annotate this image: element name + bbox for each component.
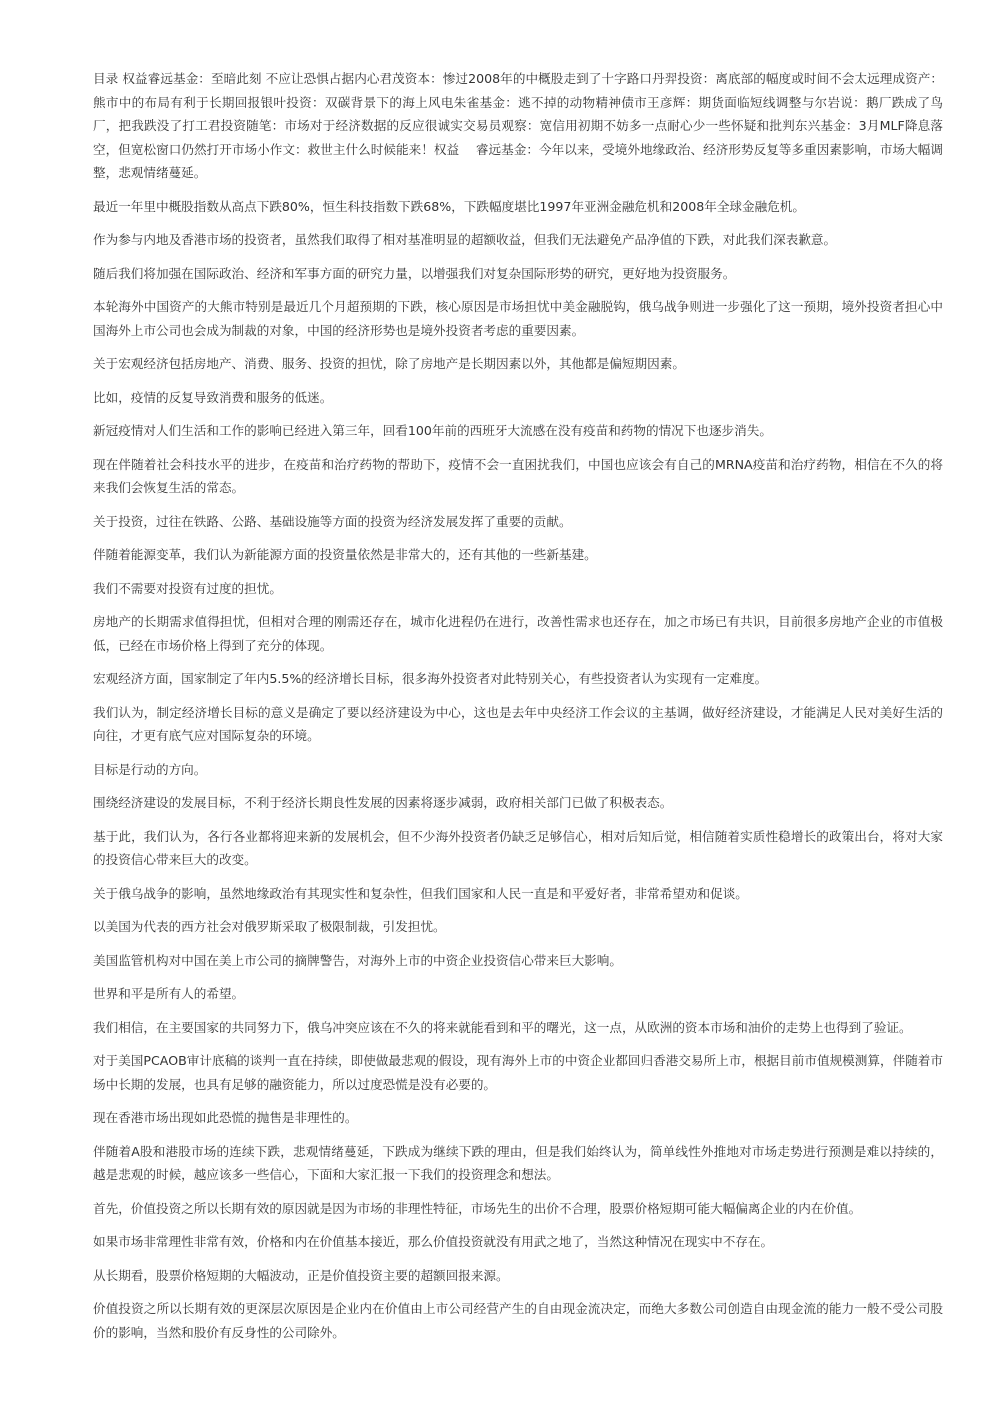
body-paragraph: 作为参与内地及香港市场的投资者，虽然我们取得了相对基准明显的超额收益，但我们无法避免产品净值的下跌，对此我们深表歉意。 bbox=[93, 232, 837, 247]
body-paragraph: 关于俄乌战争的影响，虽然地缘政治有其现实性和复杂性，但我们国家和人民一直是和平爱好者，非常希望劝和促谈。 bbox=[93, 885, 748, 901]
document-body bbox=[93, 67, 943, 1354]
body-paragraph: 从长期看，股票价格短期的大幅波动，正是价值投资主要的超额回报来源。 bbox=[93, 1267, 509, 1283]
body-paragraph: 随后我们将加强在国际政治、经济和军事方面的研究力量，以增强我们对复杂国际形势的研究，更好地为投资服务。 bbox=[93, 265, 736, 281]
body-paragraph: 美国监管机构对中国在美上市公司的摘牌警告，对海外上市的中资企业投资信心带来巨大影响。 bbox=[93, 952, 622, 968]
body-paragraph: 关于投资，过往在铁路、公路、基础设施等方面的投资为经济发展发挥了重要的贡献。 bbox=[93, 513, 572, 529]
body-paragraph: 伴随着能源变革，我们认为新能源方面的投资量依然是非常大的，还有其他的一些新基建。 bbox=[93, 547, 597, 562]
body-paragraph: 新冠疫情对人们生活和工作的影响已经进入第三年，回看100年前的西班牙大流感在没有疫苗和药物的情况下也逐步消失。 bbox=[93, 423, 772, 438]
body-paragraph: 目标是行动的方向。 bbox=[93, 761, 207, 777]
body-paragraph: 我们相信，在主要国家的共同努力下，俄乌冲突应该在不久的将来就能看到和平的曙光，这一点，从欧洲的资本市场和油价的走势上也得到了验证。 bbox=[93, 1019, 912, 1035]
body-paragraph: 首先，价值投资之所以长期有效的原因就是因为市场的非理性特征，市场先生的出价不合理，股票价格短期可能大幅偏离企业的内在价值。 bbox=[93, 1200, 862, 1216]
body-paragraph: 现在香港市场出现如此恐慌的抛售是非理性的。 bbox=[93, 1110, 358, 1125]
body-paragraph: 对于美国PCAOB审计底稿的谈判一直在持续，即使做最悲观的假设，现有海外上市的中资企业都回归香港交易所上市，根据目前市值规模测算，伴随着市场中长期的发展，也具有足够的融资能力，所以过度恐慌是没有必要的。 bbox=[93, 1053, 943, 1092]
body-paragraph: 最近一年里中概股指数从高点下跌80%，恒生科技指数下跌68%，下跌幅度堪比1997年亚洲金融危机和2008年全球金融危机。 bbox=[93, 198, 805, 214]
body-paragraph: 伴随着A股和港股市场的连续下跌，悲观情绪蔓延，下跌成为继续下跌的理由，但是我们始终认为，简单线性外推地对市场走势进行预测是难以持续的，越是悲观的时候，越应该多一些信心，下面和大家汇报一下我们的投资理念和想法。 bbox=[93, 1143, 943, 1182]
body-paragraph: 围绕经济建设的发展目标，不利于经济长期良性发展的因素将逐步减弱，政府相关部门已做了积极表态。 bbox=[93, 795, 673, 810]
body-paragraph: 如果市场非常理性非常有效，价格和内在价值基本接近，那么价值投资就没有用武之地了，当然这种情况在现实中不存在。 bbox=[93, 1234, 774, 1249]
body-paragraph: 本轮海外中国资产的大熊市特别是最近几个月超预期的下跌，核心原因是市场担忧中美金融脱钩，俄乌战争则进一步强化了这一预期，境外投资者担心中国海外上市公司也会成为制裁的对象，中国的经济形势也是境外投资者考虑的重要因素。 bbox=[93, 299, 943, 338]
body-paragraph: 价值投资之所以长期有效的更深层次原因是企业内在价值由上市公司经营产生的自由现金流决定，而绝大多数公司创造自由现金流的能力一般不受公司股价的影响，当然和股价有反身性的公司除外。 bbox=[93, 1301, 943, 1340]
body-paragraph: 比如，疫情的反复导致消费和服务的低迷。 bbox=[93, 389, 333, 405]
body-paragraph: 世界和平是所有人的希望。 bbox=[93, 986, 245, 1001]
body-paragraph: 现在伴随着社会科技水平的进步，在疫苗和治疗药物的帮助下，疫情不会一直困扰我们，中国也应该会有自己的MRNA疫苗和治疗药物，相信在不久的将来我们会恢复生活的常态。 bbox=[93, 456, 943, 495]
body-paragraph: 基于此，我们认为，各行各业都将迎来新的发展机会，但不少海外投资者仍缺乏足够信心，相对后知后觉，相信随着实质性稳增长的政策出台，将对大家的投资信心带来巨大的改变。 bbox=[93, 828, 943, 867]
body-paragraph: 我们不需要对投资有过度的担忧。 bbox=[93, 580, 282, 596]
body-paragraph: 宏观经济方面，国家制定了年内5.5%的经济增长目标，很多海外投资者对此特别关心，有些投资者认为实现有一定难度。 bbox=[93, 671, 768, 686]
table-of-contents-paragraph: 目录 权益睿远基金：至暗此刻 不应让恐惧占据内心君茂资本：惨过2008年的中概股走到了十字路口丹羿投资：离底部的幅度或时间不会太远理成资产：熊市中的布局有利于长期回报银叶投资：双碳背景下的海上风电朱雀基金：逃不掉的动物精神债市王彦辉：期货面临短线调整与尔岩说：鹅厂跌成了鸟厂，把我跌没了打工君投资随笔：市场对于经济数据的反应很诚实交易员观察：宽信用初期不妨多一点耐心少一些怀疑和批判东兴基金：3月MLF降息落空，但宽松窗口仍然打开市场小作文：救世主什么时候能来！权益 睿远基金：今年以来，受境外地缘政治、经济形势反复等多重因素影响，市场大幅调整，悲观情绪蔓延。 bbox=[93, 71, 943, 180]
body-paragraph: 房地产的长期需求值得担忧，但相对合理的刚需还存在，城市化进程仍在进行，改善性需求也还存在，加之市场已有共识，目前很多房地产企业的市值极低，已经在市场价格上得到了充分的体现。 bbox=[93, 614, 943, 653]
body-paragraph: 以美国为代表的西方社会对俄罗斯采取了极限制裁，引发担忧。 bbox=[93, 919, 446, 934]
body-paragraph: 我们认为，制定经济增长目标的意义是确定了要以经济建设为中心，这也是去年中央经济工作会议的主基调，做好经济建设，才能满足人民对美好生活的向往，才更有底气应对国际复杂的环境。 bbox=[93, 704, 943, 743]
body-paragraph: 关于宏观经济包括房地产、消费、服务、投资的担忧，除了房地产是长期因素以外，其他都是偏短期因素。 bbox=[93, 356, 685, 371]
